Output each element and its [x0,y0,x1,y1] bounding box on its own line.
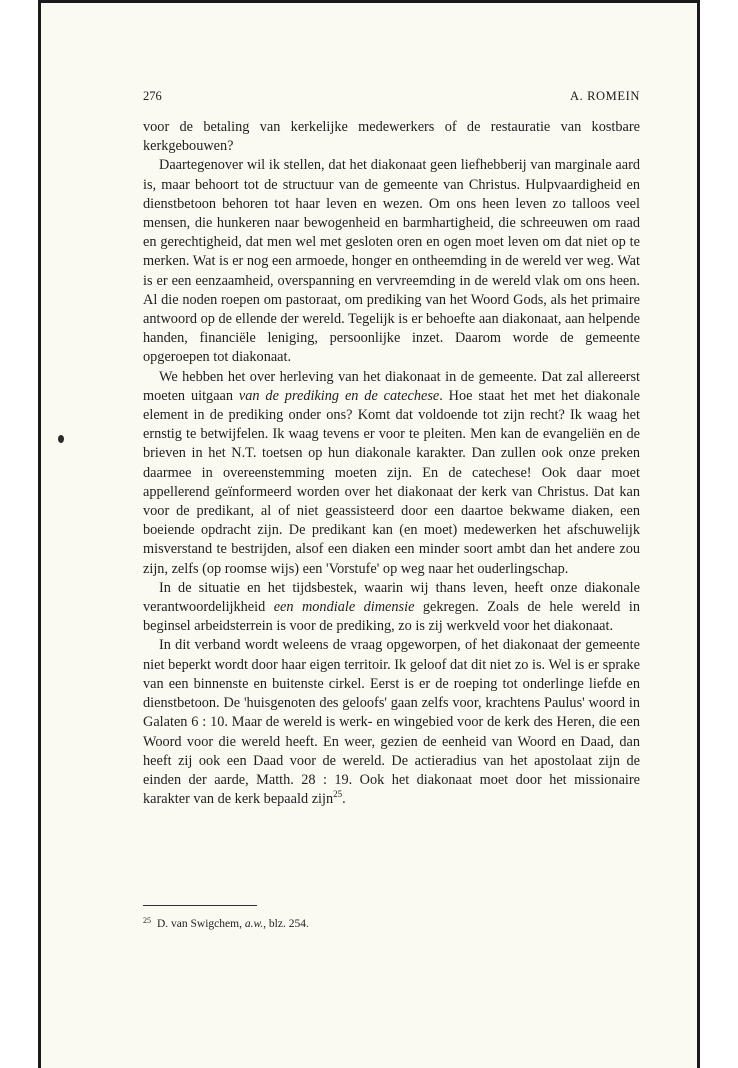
footnote: $^{25}$ D. van Swigchem, a.w., blz. 254. [143,916,309,930]
emphasis-mondiale: een mondiale dimensie [273,599,415,616]
body-text [143,118,640,809]
paragraph-2: Daartegenover wil ik stellen, dat het diakonaat geen liefhebberij van marginale aard is, maar behoort tot de structuur van de gemeente van Christus. Hulpvaardigheid en dienstbetoon behoren tot haar leven en wezen. Om ons heen leven zo talloos veel mensen, die hunkeren naar bewogenheid en barmhartigheid, die schreeuwen om raad en gerechtigheid, dat men wel met gesloten oren en ogen moet leven om dat niet op te merken. Wat is er nog een armoede, honger en ontheemding in de wereld ver weg. Wat is er een eenzaamheid, overspanning en vervreemding in de wereld vlak om ons heen. Al die noden roepen om pastoraat, om prediking van het Woord Gods, als het primaire antwoord op de ellende der wereld. Tegelijk is er behoefte aan diakonaat, aan helpende handen, financiële leniging, persoonlijke inzet. Daarom worde de gemeente opgeroepen tot diakonaat. [143,157,640,366]
paragraph-3: We hebben het over herleving van het diakonaat in de gemeente. Dat zal allereerst moeten uitgaan van de prediking en de catechese. Hoe staat het met het diakonale element in de prediking onder ons? Komt dat voldoende tot zijn recht? Ik waag het ernstig te betwijfelen. Ik waag tevens er voor te pleiten. Men kan de evangeliën en de brieven in het N.T. toetsen op hun diakonale karakter. Dan zullen ook onze preken daarmee in overeenstemming moeten zijn. En de catechese! Ook daar moet appellerend geïnformeerd worden over het diakonaat der kerk van Christus. Dat kan voor de predikant, al of niet geassisteerd door een daartoe bekwame diaken, een boeiende opdracht zijn. De predikant kan (en moet) medewerken het afschuwelijk misverstand te bestrijden, alsof een diaken een minder soort ambt dan het andere zou zijn, zelfs (op roomse wijs) een 'Vorstufe' op weg naar het ouderlingschap. [143,368,641,577]
emphasis-prediking: van de prediking en de catechese [238,387,440,404]
page-number: 276 [143,89,162,103]
paragraph-1: voor de betaling van kerkelijke medewerkers of de restauratie van kostbare kerkgebouwen? [143,119,640,155]
running-title: A. ROMEIN [570,89,640,103]
paragraph-5: In dit verband wordt weleens de vraag opgeworpen, of het diakonaat der gemeente niet beperkt wordt door haar eigen territoir. Ik geloof dat dit niet zo is. Wel is er sprake van een binnenste en buitenste cirkel. Eerst is er de roeping tot onderlinge liefde en dienstbetoon. De 'huisgenoten des geloofs' gaan zelfs voor, krachtens Paulus' woord in Galaten 6 : 10. Maar de wereld is werk- en wingebied voor de kerk des Heren, die een Woord voor die wereld heeft. En weer, gezien de eenheid van Woord en Daad, dan heeft zij ook een Daad voor de wereld. De actieradius van het apostolaat zijn de einden der aarde, Matth. 28 : 19. Ook het diakonaat moet door het missionaire karakter van de kerk bepaald zijn$^{25}$. [143,637,640,808]
margin-mark [58,435,64,443]
paragraph-4: In de situatie en het tijdsbestek, waarin wij thans leven, heeft onze diakonale verantwoordelijkheid een mondiale dimensie gekregen. Zoals de hele wereld in beginsel arbeidsterrein is voor de prediking, zo is zij werkveld voor het diakonaat. [143,579,640,635]
footnote-divider [143,905,257,906]
footnote-reference[interactable]: 25 [333,789,343,800]
footnote-number: 25 [143,916,151,925]
